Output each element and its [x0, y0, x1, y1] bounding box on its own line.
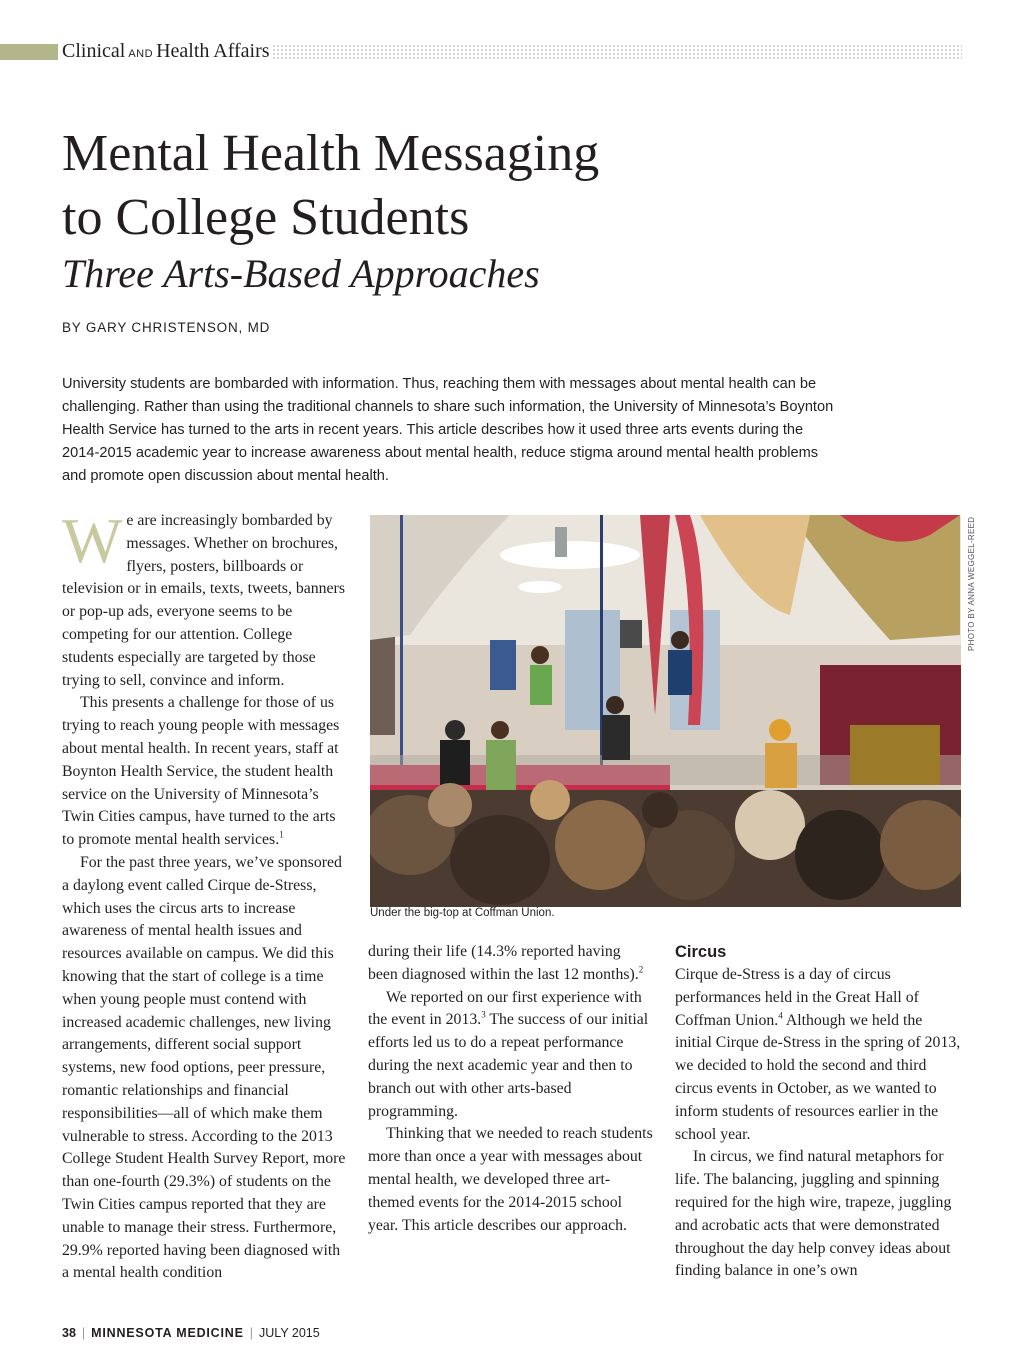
issue-date: JULY 2015 — [259, 1326, 320, 1340]
byline: BY GARY CHRISTENSON, MD — [62, 320, 271, 335]
header-dotted-rule — [272, 44, 962, 60]
body-column-3 — [675, 941, 961, 1283]
paragraph-3-continued: during their life (14.3% reported having been diagnosed within the last 12 months).$^2$ — [368, 943, 644, 983]
paragraph-4: We reported on our first experience with the event in 2013.$^3$ The success of our initial efforts led us to do a repeat performance during the next academic year and then to branch out with other arts-based programming. — [368, 988, 649, 1120]
paragraph-5: Thinking that we needed to reach students more than once a year with messages about mental health, we developed three art-themed events for the 2014-2015 school year. This article describes our approach. — [368, 1125, 653, 1234]
section-color-bar — [0, 44, 58, 60]
reference-4: 4 — [778, 1010, 783, 1021]
page-footer: 38 | MINNESOTA MEDICINE | JULY 2015 — [62, 1326, 320, 1340]
page-number: 38 — [62, 1326, 76, 1340]
photo-credit: PHOTO BY ANNA WEGGEL-REED — [967, 516, 976, 651]
paragraph-1: We are increasingly bombarded by messages. Whether on brochures, flyers, posters, billboards or television or in emails, texts, tweets, banners or pop-up ads, everyone seems to be competing for our attention. College students especially are targeted by those trying to sell, convince and inform. — [62, 505, 345, 689]
photo-caption: Under the big-top at Coffman Union. — [370, 907, 555, 919]
paragraph-6: Cirque de-Stress is a day of circus performances held in the Great Hall of Coffman Union.$^4$ Although we held the initial Cirque de-Stress in the spring of 2013, we decided to hold the second and third circus events in October, as we wanted to inform students of resources earlier in the school year. — [675, 966, 961, 1143]
reference-1: 1 — [279, 829, 284, 840]
body-column-1 — [62, 505, 348, 1285]
section-header — [62, 40, 270, 63]
title-line-2: to College Students — [62, 189, 470, 246]
section-label-clinical: Clinical — [62, 40, 126, 62]
article-subtitle: Three Arts-Based Approaches — [62, 251, 540, 296]
section-label-health-affairs: Health Affairs — [156, 40, 270, 62]
drop-cap: W — [62, 505, 123, 576]
reference-3: 3 — [481, 1010, 486, 1021]
magazine-name: MINNESOTA MEDICINE — [91, 1326, 244, 1340]
title-line-1: Mental Health Messaging — [62, 125, 600, 182]
article-title — [62, 122, 599, 250]
reference-2: 2 — [638, 964, 644, 975]
paragraph-7: In circus, we find natural metaphors for life. The balancing, juggling and spinning required for the high wire, trapeze, juggling and acrobatic acts that were demonstrated throughout the day help convey ideas about finding balance in one’s own — [675, 1148, 952, 1280]
body-column-2 — [368, 941, 654, 1237]
section-heading-circus: Circus — [675, 943, 727, 961]
paragraph-3: For the past three years, we’ve sponsored a daylong event called Cirque de-Stress, which uses the circus arts to increase awareness of mental health issues and resources available on campus. We did this knowing that the start of college is a time when young people must contend with increased academic challenges, new living arrangements, different social support systems, new food options, peer pressure, romantic relationships and financial responsibilities—all of which make them vulnerable to stress. According to the 2013 College Student Health Survey Report, more than one-fourth (29.3%) of students on the Twin Cities campus reported that they are unable to manage their stress. Furthermore, 29.9% reported having been diagnosed with a mental health condition — [62, 853, 346, 1282]
paragraph-2: This presents a challenge for those of us trying to reach young people with messages about mental health. In recent years, staff at Boynton Health Service, the student health service on the University of Minnesota’s Twin Cities campus, have turned to the arts to promote mental health services.$^1$ — [62, 694, 340, 849]
circus-photo — [370, 515, 961, 907]
abstract: University students are bombarded with information. Thus, reaching them with messages about mental health can be challenging. Rather than using the traditional channels to share such information, the University of Minnesota’s Boynton Health Service has turned to the arts in recent years. This article describes how it used three arts events during the 2014-2015 academic year to increase awareness about mental health, reduce stigma around mental health problems and promote open discussion about mental health. — [62, 376, 834, 484]
section-label-and: AND — [128, 48, 154, 60]
